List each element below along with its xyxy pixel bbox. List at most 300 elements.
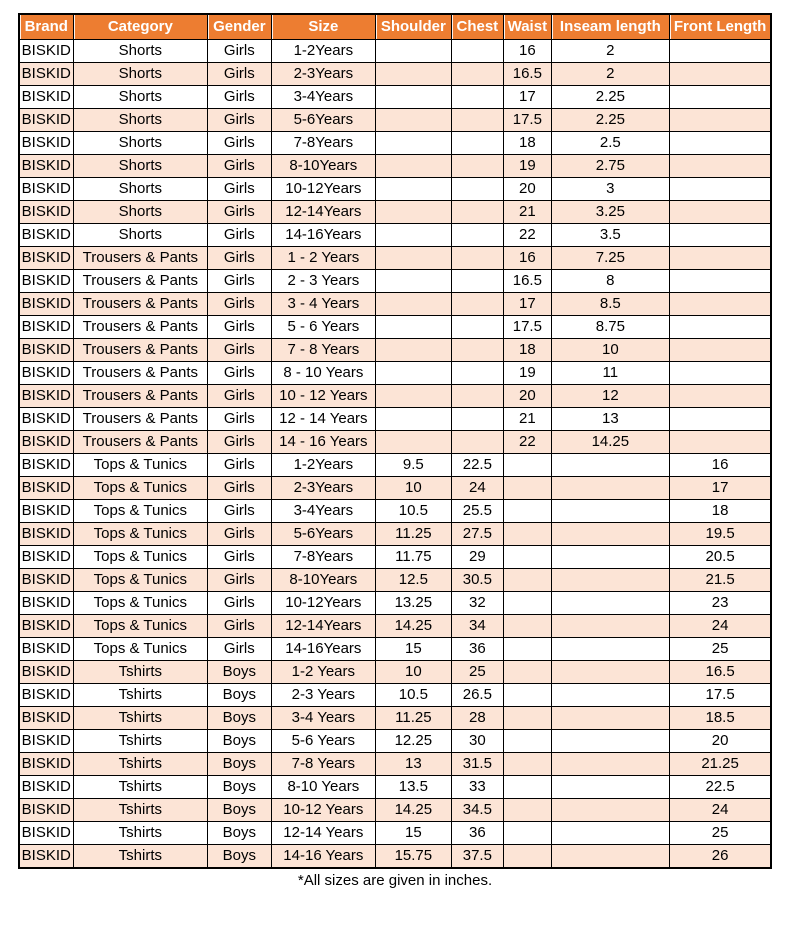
table-cell-category: Trousers & Pants bbox=[73, 339, 207, 362]
table-cell-inseam-length bbox=[551, 684, 669, 707]
table-cell-size: 12-14Years bbox=[271, 201, 375, 224]
table-row bbox=[19, 132, 772, 155]
table-cell-chest bbox=[451, 316, 503, 339]
table-row bbox=[19, 40, 772, 63]
table-cell-chest: 33 bbox=[451, 776, 503, 799]
table-cell-inseam-length: 2.25 bbox=[551, 86, 669, 109]
table-cell-brand: BISKID bbox=[19, 339, 74, 362]
table-cell-front-length: 25 bbox=[669, 638, 771, 661]
table-cell-shoulder bbox=[375, 155, 451, 178]
table-cell-shoulder bbox=[375, 408, 451, 431]
table-cell-gender: Girls bbox=[207, 270, 271, 293]
table-cell-shoulder: 12.5 bbox=[375, 569, 451, 592]
table-cell-brand: BISKID bbox=[19, 638, 74, 661]
table-cell-gender: Girls bbox=[207, 569, 271, 592]
table-cell-size: 14-16Years bbox=[271, 224, 375, 247]
table-row bbox=[19, 201, 772, 224]
table-cell-inseam-length: 2.25 bbox=[551, 109, 669, 132]
table-cell-front-length bbox=[669, 385, 771, 408]
table-cell-category: Shorts bbox=[73, 178, 207, 201]
table-cell-front-length: 16.5 bbox=[669, 661, 771, 684]
table-cell-brand: BISKID bbox=[19, 799, 74, 822]
table-cell-chest: 25 bbox=[451, 661, 503, 684]
table-cell-gender: Girls bbox=[207, 546, 271, 569]
table-cell-category: Tops & Tunics bbox=[73, 500, 207, 523]
table-cell-inseam-length bbox=[551, 845, 669, 869]
table-cell-gender: Girls bbox=[207, 132, 271, 155]
footnote-text: *All sizes are given in inches. bbox=[297, 872, 493, 889]
table-cell-brand: BISKID bbox=[19, 500, 74, 523]
table-cell-inseam-length bbox=[551, 753, 669, 776]
table-cell-brand: BISKID bbox=[19, 270, 74, 293]
table-cell-chest bbox=[451, 293, 503, 316]
table-cell-inseam-length bbox=[551, 822, 669, 845]
table-cell-brand: BISKID bbox=[19, 661, 74, 684]
table-cell-category: Shorts bbox=[73, 40, 207, 63]
table-cell-waist: 16 bbox=[503, 247, 551, 270]
table-cell-chest bbox=[451, 86, 503, 109]
table-cell-shoulder bbox=[375, 63, 451, 86]
table-cell-gender: Girls bbox=[207, 523, 271, 546]
table-cell-brand: BISKID bbox=[19, 155, 74, 178]
table-cell-waist bbox=[503, 730, 551, 753]
table-cell-gender: Girls bbox=[207, 63, 271, 86]
table-cell-waist: 17.5 bbox=[503, 109, 551, 132]
table-cell-brand: BISKID bbox=[19, 201, 74, 224]
table-cell-waist: 22 bbox=[503, 224, 551, 247]
table-cell-size: 12-14Years bbox=[271, 615, 375, 638]
table-cell-category: Tshirts bbox=[73, 684, 207, 707]
table-cell-gender: Boys bbox=[207, 799, 271, 822]
table-cell-category: Shorts bbox=[73, 224, 207, 247]
table-cell-chest: 28 bbox=[451, 707, 503, 730]
table-cell-waist: 19 bbox=[503, 362, 551, 385]
table-cell-inseam-length bbox=[551, 523, 669, 546]
table-cell-front-length: 18.5 bbox=[669, 707, 771, 730]
table-cell-inseam-length bbox=[551, 707, 669, 730]
table-cell-brand: BISKID bbox=[19, 178, 74, 201]
table-cell-front-length: 17 bbox=[669, 477, 771, 500]
table-cell-inseam-length: 8 bbox=[551, 270, 669, 293]
table-cell-size: 3-4Years bbox=[271, 500, 375, 523]
table-cell-gender: Girls bbox=[207, 109, 271, 132]
table-cell-gender: Girls bbox=[207, 247, 271, 270]
table-cell-inseam-length: 3.5 bbox=[551, 224, 669, 247]
header-row bbox=[19, 14, 772, 40]
table-row bbox=[19, 822, 772, 845]
table-cell-gender: Girls bbox=[207, 454, 271, 477]
table-cell-category: Trousers & Pants bbox=[73, 408, 207, 431]
table-row bbox=[19, 339, 772, 362]
table-cell-waist: 22 bbox=[503, 431, 551, 454]
table-cell-front-length bbox=[669, 86, 771, 109]
table-cell-chest bbox=[451, 201, 503, 224]
table-cell-waist: 20 bbox=[503, 178, 551, 201]
table-cell-shoulder: 14.25 bbox=[375, 799, 451, 822]
table-cell-brand: BISKID bbox=[19, 454, 74, 477]
table-cell-inseam-length bbox=[551, 477, 669, 500]
table-row bbox=[19, 385, 772, 408]
table-cell-shoulder: 15.75 bbox=[375, 845, 451, 869]
table-cell-waist bbox=[503, 523, 551, 546]
table-cell-front-length: 20 bbox=[669, 730, 771, 753]
table-cell-brand: BISKID bbox=[19, 707, 74, 730]
table-cell-gender: Girls bbox=[207, 408, 271, 431]
table-cell-brand: BISKID bbox=[19, 546, 74, 569]
table-cell-category: Tshirts bbox=[73, 776, 207, 799]
table-cell-brand: BISKID bbox=[19, 730, 74, 753]
table-cell-shoulder: 10 bbox=[375, 477, 451, 500]
table-cell-front-length: 25 bbox=[669, 822, 771, 845]
column-header-size: Size bbox=[271, 14, 375, 40]
table-cell-front-length bbox=[669, 270, 771, 293]
table-cell-brand: BISKID bbox=[19, 592, 74, 615]
table-row bbox=[19, 615, 772, 638]
table-cell-size: 14-16Years bbox=[271, 638, 375, 661]
table-cell-shoulder: 12.25 bbox=[375, 730, 451, 753]
table-row bbox=[19, 63, 772, 86]
table-cell-front-length bbox=[669, 293, 771, 316]
table-cell-waist bbox=[503, 845, 551, 869]
table-row bbox=[19, 569, 772, 592]
table-cell-size: 1-2Years bbox=[271, 454, 375, 477]
table-row bbox=[19, 454, 772, 477]
table-cell-inseam-length: 11 bbox=[551, 362, 669, 385]
table-cell-brand: BISKID bbox=[19, 431, 74, 454]
table-cell-front-length: 26 bbox=[669, 845, 771, 869]
table-cell-waist bbox=[503, 592, 551, 615]
table-cell-size: 1-2 Years bbox=[271, 661, 375, 684]
table-cell-chest: 27.5 bbox=[451, 523, 503, 546]
table-cell-chest bbox=[451, 339, 503, 362]
table-cell-size: 7-8Years bbox=[271, 132, 375, 155]
table-cell-front-length: 18 bbox=[669, 500, 771, 523]
table-cell-waist: 21 bbox=[503, 408, 551, 431]
table-cell-inseam-length: 14.25 bbox=[551, 431, 669, 454]
table-row bbox=[19, 224, 772, 247]
table-row bbox=[19, 730, 772, 753]
table-cell-front-length bbox=[669, 155, 771, 178]
table-cell-gender: Boys bbox=[207, 776, 271, 799]
table-cell-category: Trousers & Pants bbox=[73, 270, 207, 293]
table-cell-gender: Boys bbox=[207, 753, 271, 776]
table-cell-brand: BISKID bbox=[19, 40, 74, 63]
table-cell-category: Trousers & Pants bbox=[73, 385, 207, 408]
table-cell-chest: 24 bbox=[451, 477, 503, 500]
table-cell-chest: 36 bbox=[451, 638, 503, 661]
table-row bbox=[19, 408, 772, 431]
table-cell-size: 8-10Years bbox=[271, 569, 375, 592]
table-cell-front-length bbox=[669, 178, 771, 201]
table-cell-front-length bbox=[669, 132, 771, 155]
table-cell-shoulder bbox=[375, 132, 451, 155]
table-row bbox=[19, 776, 772, 799]
table-cell-waist: 16.5 bbox=[503, 63, 551, 86]
table-cell-category: Tshirts bbox=[73, 730, 207, 753]
table-row bbox=[19, 155, 772, 178]
table-cell-size: 10 - 12 Years bbox=[271, 385, 375, 408]
table-cell-gender: Girls bbox=[207, 40, 271, 63]
table-cell-waist bbox=[503, 477, 551, 500]
table-cell-size: 3 - 4 Years bbox=[271, 293, 375, 316]
table-cell-brand: BISKID bbox=[19, 753, 74, 776]
table-cell-waist: 21 bbox=[503, 201, 551, 224]
table-cell-gender: Girls bbox=[207, 316, 271, 339]
table-cell-category: Tops & Tunics bbox=[73, 638, 207, 661]
table-cell-size: 1 - 2 Years bbox=[271, 247, 375, 270]
table-cell-chest: 32 bbox=[451, 592, 503, 615]
table-cell-gender: Girls bbox=[207, 500, 271, 523]
table-row bbox=[19, 362, 772, 385]
table-cell-shoulder: 10.5 bbox=[375, 684, 451, 707]
table-cell-chest bbox=[451, 40, 503, 63]
table-cell-front-length bbox=[669, 339, 771, 362]
table-cell-category: Trousers & Pants bbox=[73, 362, 207, 385]
table-cell-shoulder bbox=[375, 40, 451, 63]
table-cell-category: Tops & Tunics bbox=[73, 454, 207, 477]
table-cell-shoulder bbox=[375, 270, 451, 293]
table-cell-chest: 34.5 bbox=[451, 799, 503, 822]
table-cell-waist bbox=[503, 546, 551, 569]
table-row bbox=[19, 500, 772, 523]
table-row bbox=[19, 638, 772, 661]
table-cell-shoulder: 10 bbox=[375, 661, 451, 684]
table-cell-brand: BISKID bbox=[19, 615, 74, 638]
table-cell-waist: 20 bbox=[503, 385, 551, 408]
table-cell-brand: BISKID bbox=[19, 247, 74, 270]
table-cell-chest: 30 bbox=[451, 730, 503, 753]
table-cell-chest bbox=[451, 270, 503, 293]
table-row bbox=[19, 684, 772, 707]
table-cell-brand: BISKID bbox=[19, 684, 74, 707]
table-cell-brand: BISKID bbox=[19, 845, 74, 869]
table-cell-chest bbox=[451, 362, 503, 385]
table-cell-chest bbox=[451, 132, 503, 155]
table-cell-category: Shorts bbox=[73, 109, 207, 132]
table-cell-size: 7-8 Years bbox=[271, 753, 375, 776]
table-row bbox=[19, 86, 772, 109]
table-cell-chest bbox=[451, 408, 503, 431]
table-cell-waist bbox=[503, 684, 551, 707]
table-cell-category: Trousers & Pants bbox=[73, 247, 207, 270]
table-cell-chest: 36 bbox=[451, 822, 503, 845]
table-cell-size: 14 - 16 Years bbox=[271, 431, 375, 454]
table-cell-category: Trousers & Pants bbox=[73, 293, 207, 316]
table-cell-gender: Boys bbox=[207, 845, 271, 869]
table-cell-shoulder: 11.25 bbox=[375, 523, 451, 546]
table-cell-shoulder bbox=[375, 385, 451, 408]
table-cell-brand: BISKID bbox=[19, 293, 74, 316]
table-cell-category: Tops & Tunics bbox=[73, 477, 207, 500]
table-cell-chest: 22.5 bbox=[451, 454, 503, 477]
table-cell-category: Tshirts bbox=[73, 707, 207, 730]
table-cell-waist: 18 bbox=[503, 339, 551, 362]
table-cell-size: 2-3 Years bbox=[271, 684, 375, 707]
table-cell-gender: Girls bbox=[207, 362, 271, 385]
table-cell-size: 5-6 Years bbox=[271, 730, 375, 753]
table-cell-inseam-length: 2.5 bbox=[551, 132, 669, 155]
table-body bbox=[19, 40, 772, 869]
table-cell-brand: BISKID bbox=[19, 408, 74, 431]
table-cell-inseam-length: 7.25 bbox=[551, 247, 669, 270]
table-cell-size: 2 - 3 Years bbox=[271, 270, 375, 293]
table-row bbox=[19, 109, 772, 132]
table-cell-size: 10-12Years bbox=[271, 178, 375, 201]
table-cell-shoulder bbox=[375, 224, 451, 247]
table-cell-waist bbox=[503, 776, 551, 799]
table-row bbox=[19, 270, 772, 293]
table-cell-waist bbox=[503, 707, 551, 730]
table-cell-category: Trousers & Pants bbox=[73, 431, 207, 454]
table-row bbox=[19, 523, 772, 546]
table-cell-shoulder bbox=[375, 431, 451, 454]
table-cell-brand: BISKID bbox=[19, 477, 74, 500]
table-cell-gender: Girls bbox=[207, 224, 271, 247]
table-cell-waist: 19 bbox=[503, 155, 551, 178]
table-cell-waist: 17 bbox=[503, 293, 551, 316]
table-cell-inseam-length bbox=[551, 776, 669, 799]
table-cell-inseam-length: 13 bbox=[551, 408, 669, 431]
table-cell-size: 3-4 Years bbox=[271, 707, 375, 730]
table-cell-inseam-length bbox=[551, 661, 669, 684]
table-cell-front-length bbox=[669, 201, 771, 224]
table-cell-chest: 37.5 bbox=[451, 845, 503, 869]
table-cell-waist bbox=[503, 569, 551, 592]
table-cell-size: 10-12 Years bbox=[271, 799, 375, 822]
table-cell-chest bbox=[451, 178, 503, 201]
table-cell-shoulder: 14.25 bbox=[375, 615, 451, 638]
table-cell-front-length: 17.5 bbox=[669, 684, 771, 707]
table-row bbox=[19, 293, 772, 316]
table-cell-chest bbox=[451, 224, 503, 247]
table-cell-front-length: 24 bbox=[669, 799, 771, 822]
table-row bbox=[19, 592, 772, 615]
table-cell-category: Tops & Tunics bbox=[73, 615, 207, 638]
table-cell-waist bbox=[503, 822, 551, 845]
table-cell-inseam-length bbox=[551, 592, 669, 615]
table-cell-brand: BISKID bbox=[19, 776, 74, 799]
table-cell-gender: Girls bbox=[207, 178, 271, 201]
table-cell-shoulder bbox=[375, 339, 451, 362]
table-cell-size: 8-10 Years bbox=[271, 776, 375, 799]
table-row bbox=[19, 316, 772, 339]
table-cell-category: Tops & Tunics bbox=[73, 592, 207, 615]
table-cell-category: Tshirts bbox=[73, 822, 207, 845]
table-cell-shoulder bbox=[375, 178, 451, 201]
table-cell-category: Tshirts bbox=[73, 753, 207, 776]
table-cell-size: 7 - 8 Years bbox=[271, 339, 375, 362]
table-cell-chest: 34 bbox=[451, 615, 503, 638]
table-cell-size: 2-3Years bbox=[271, 63, 375, 86]
table-cell-inseam-length bbox=[551, 615, 669, 638]
table-cell-gender: Girls bbox=[207, 155, 271, 178]
table-cell-waist: 16.5 bbox=[503, 270, 551, 293]
table-cell-brand: BISKID bbox=[19, 224, 74, 247]
table-cell-front-length bbox=[669, 431, 771, 454]
table-cell-size: 3-4Years bbox=[271, 86, 375, 109]
table-cell-waist: 18 bbox=[503, 132, 551, 155]
table-cell-front-length bbox=[669, 40, 771, 63]
table-cell-front-length: 20.5 bbox=[669, 546, 771, 569]
table-cell-chest bbox=[451, 155, 503, 178]
table-cell-waist bbox=[503, 753, 551, 776]
table-cell-category: Shorts bbox=[73, 201, 207, 224]
table-cell-waist: 17 bbox=[503, 86, 551, 109]
table-cell-waist bbox=[503, 638, 551, 661]
table-cell-chest bbox=[451, 109, 503, 132]
table-cell-size: 8 - 10 Years bbox=[271, 362, 375, 385]
table-cell-waist bbox=[503, 615, 551, 638]
table-cell-front-length bbox=[669, 109, 771, 132]
table-cell-shoulder: 13 bbox=[375, 753, 451, 776]
table-cell-category: Tshirts bbox=[73, 845, 207, 869]
table-cell-shoulder bbox=[375, 109, 451, 132]
column-header-chest: Chest bbox=[451, 14, 503, 40]
table-cell-brand: BISKID bbox=[19, 385, 74, 408]
table-cell-chest bbox=[451, 385, 503, 408]
table-cell-waist bbox=[503, 661, 551, 684]
table-cell-gender: Boys bbox=[207, 707, 271, 730]
table-cell-gender: Girls bbox=[207, 385, 271, 408]
table-cell-inseam-length: 2 bbox=[551, 63, 669, 86]
table-cell-shoulder: 13.25 bbox=[375, 592, 451, 615]
table-cell-size: 5-6Years bbox=[271, 523, 375, 546]
table-cell-shoulder bbox=[375, 201, 451, 224]
table-cell-inseam-length bbox=[551, 730, 669, 753]
table-cell-category: Shorts bbox=[73, 155, 207, 178]
table-cell-chest: 25.5 bbox=[451, 500, 503, 523]
table-cell-category: Tshirts bbox=[73, 661, 207, 684]
table-cell-brand: BISKID bbox=[19, 86, 74, 109]
table-cell-gender: Girls bbox=[207, 638, 271, 661]
table-row bbox=[19, 431, 772, 454]
table-cell-inseam-length: 3 bbox=[551, 178, 669, 201]
table-cell-brand: BISKID bbox=[19, 822, 74, 845]
table-cell-gender: Girls bbox=[207, 293, 271, 316]
table-cell-brand: BISKID bbox=[19, 63, 74, 86]
table-cell-category: Shorts bbox=[73, 63, 207, 86]
table-row bbox=[19, 661, 772, 684]
table-cell-inseam-length bbox=[551, 569, 669, 592]
table-row bbox=[19, 845, 772, 869]
size-chart-table bbox=[18, 13, 773, 869]
table-cell-front-length bbox=[669, 224, 771, 247]
table-cell-shoulder: 11.75 bbox=[375, 546, 451, 569]
table-cell-chest bbox=[451, 431, 503, 454]
table-cell-category: Shorts bbox=[73, 86, 207, 109]
table-cell-brand: BISKID bbox=[19, 523, 74, 546]
table-cell-gender: Boys bbox=[207, 684, 271, 707]
table-row bbox=[19, 477, 772, 500]
table-cell-waist bbox=[503, 454, 551, 477]
table-cell-gender: Girls bbox=[207, 477, 271, 500]
table-cell-front-length: 23 bbox=[669, 592, 771, 615]
table-cell-gender: Boys bbox=[207, 822, 271, 845]
column-header-inseam-length: Inseam length bbox=[551, 14, 669, 40]
table-cell-brand: BISKID bbox=[19, 316, 74, 339]
table-cell-gender: Boys bbox=[207, 730, 271, 753]
table-cell-shoulder bbox=[375, 247, 451, 270]
column-header-category: Category bbox=[73, 14, 207, 40]
table-cell-shoulder: 10.5 bbox=[375, 500, 451, 523]
table-cell-front-length: 16 bbox=[669, 454, 771, 477]
table-cell-inseam-length: 3.25 bbox=[551, 201, 669, 224]
table-cell-size: 1-2Years bbox=[271, 40, 375, 63]
table-row bbox=[19, 799, 772, 822]
table-row bbox=[19, 546, 772, 569]
table-cell-gender: Girls bbox=[207, 86, 271, 109]
table-cell-gender: Girls bbox=[207, 201, 271, 224]
